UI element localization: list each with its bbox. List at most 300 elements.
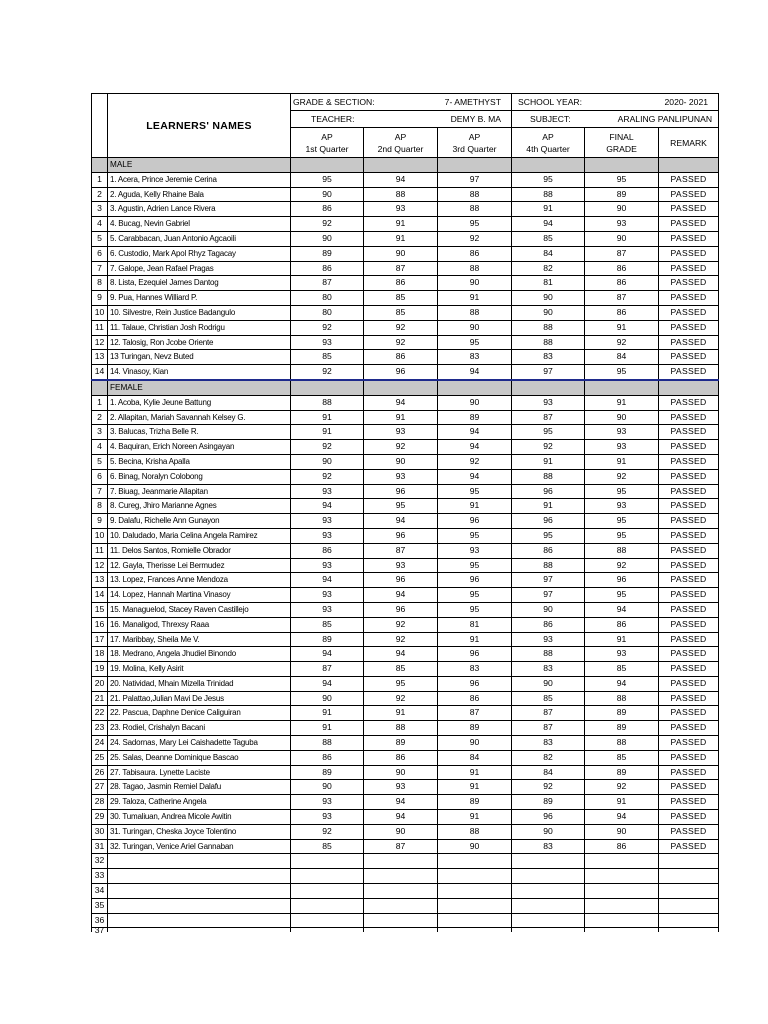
school-year-value: 2020- 2021 bbox=[664, 97, 709, 107]
empty-cell bbox=[585, 928, 659, 933]
remark: PASSED bbox=[659, 320, 719, 335]
remark: PASSED bbox=[659, 425, 719, 440]
empty-cell bbox=[108, 913, 291, 928]
row-number: 36 bbox=[92, 913, 108, 928]
empty-cell bbox=[364, 928, 438, 933]
school-year-cell bbox=[512, 94, 719, 111]
q1-grade: 93 bbox=[291, 588, 364, 603]
remark: PASSED bbox=[659, 350, 719, 365]
remark: PASSED bbox=[659, 454, 719, 469]
learner-name: 13 Turingan, Nevz Buted bbox=[108, 350, 291, 365]
remark: PASSED bbox=[659, 750, 719, 765]
table-row bbox=[92, 632, 719, 647]
q3-grade: 96 bbox=[438, 676, 512, 691]
q2-grade: 92 bbox=[364, 335, 438, 350]
learner-name: 6. Custodio, Mark Apol Rhyz Tagacay bbox=[108, 246, 291, 261]
col-final-header: FINAL GRADE bbox=[585, 128, 659, 158]
final-grade: 92 bbox=[585, 335, 659, 350]
row-number: 3 bbox=[92, 425, 108, 440]
school-year-label: SCHOOL YEAR: bbox=[518, 97, 583, 107]
row-number: 37 bbox=[92, 928, 108, 933]
learner-name: 13. Lopez, Frances Anne Mendoza bbox=[108, 573, 291, 588]
q4-grade: 82 bbox=[512, 261, 585, 276]
section-blank bbox=[364, 380, 438, 395]
learner-name: 12. Gayla, Therisse Lei Bermudez bbox=[108, 558, 291, 573]
row-number: 11 bbox=[92, 320, 108, 335]
q2-grade: 94 bbox=[364, 810, 438, 825]
q1-grade: 86 bbox=[291, 202, 364, 217]
q3-grade: 92 bbox=[438, 454, 512, 469]
q2-grade: 90 bbox=[364, 246, 438, 261]
q2-grade: 87 bbox=[364, 261, 438, 276]
q4-grade: 92 bbox=[512, 780, 585, 795]
table-row bbox=[92, 795, 719, 810]
table-row bbox=[92, 780, 719, 795]
empty-cell bbox=[585, 854, 659, 869]
q3-grade: 95 bbox=[438, 528, 512, 543]
remark: PASSED bbox=[659, 543, 719, 558]
remark: PASSED bbox=[659, 276, 719, 291]
q1-grade: 93 bbox=[291, 810, 364, 825]
q4-grade: 91 bbox=[512, 499, 585, 514]
final-grade: 88 bbox=[585, 543, 659, 558]
final-grade: 93 bbox=[585, 217, 659, 232]
empty-row bbox=[92, 928, 719, 933]
q3-grade: 88 bbox=[438, 202, 512, 217]
table-row bbox=[92, 573, 719, 588]
learner-name: 11. Talaue, Christian Josh Rodrigu bbox=[108, 320, 291, 335]
empty-cell bbox=[585, 913, 659, 928]
row-number: 7 bbox=[92, 261, 108, 276]
q4-grade: 90 bbox=[512, 602, 585, 617]
row-number: 33 bbox=[92, 869, 108, 884]
learner-name: 19. Molina, Kelly Asirit bbox=[108, 662, 291, 677]
row-number: 7 bbox=[92, 484, 108, 499]
q1-grade: 86 bbox=[291, 261, 364, 276]
grade-sheet bbox=[91, 93, 718, 936]
learner-name: 7. Biuag, Jeanmarie Allapitan bbox=[108, 484, 291, 499]
empty-cell bbox=[364, 854, 438, 869]
final-grade: 88 bbox=[585, 691, 659, 706]
q4-grade: 92 bbox=[512, 440, 585, 455]
q1-grade: 88 bbox=[291, 395, 364, 410]
remark: PASSED bbox=[659, 676, 719, 691]
row-number: 3 bbox=[92, 202, 108, 217]
remark: PASSED bbox=[659, 706, 719, 721]
row-number: 21 bbox=[92, 691, 108, 706]
remark: PASSED bbox=[659, 588, 719, 603]
q4-grade: 83 bbox=[512, 662, 585, 677]
row-number: 14 bbox=[92, 365, 108, 380]
final-grade: 87 bbox=[585, 246, 659, 261]
q4-grade: 84 bbox=[512, 765, 585, 780]
remark: PASSED bbox=[659, 558, 719, 573]
empty-cell bbox=[659, 854, 719, 869]
q1-grade: 80 bbox=[291, 305, 364, 320]
q4-grade: 97 bbox=[512, 365, 585, 380]
section-blank bbox=[585, 158, 659, 173]
q4-grade: 97 bbox=[512, 573, 585, 588]
empty-cell bbox=[108, 869, 291, 884]
final-grade: 91 bbox=[585, 454, 659, 469]
row-number: 5 bbox=[92, 454, 108, 469]
learner-name: 14. Vinasoy, Kian bbox=[108, 365, 291, 380]
final-grade: 86 bbox=[585, 276, 659, 291]
final-grade: 91 bbox=[585, 320, 659, 335]
q1-grade: 87 bbox=[291, 276, 364, 291]
learner-name: 27. Tabisaura. Lynette Laciste bbox=[108, 765, 291, 780]
remark: PASSED bbox=[659, 172, 719, 187]
empty-cell bbox=[438, 854, 512, 869]
q3-grade: 95 bbox=[438, 588, 512, 603]
subject-label: SUBJECT: bbox=[530, 114, 571, 124]
q4-grade: 88 bbox=[512, 335, 585, 350]
row-number: 8 bbox=[92, 276, 108, 291]
q3-grade: 91 bbox=[438, 780, 512, 795]
q2-grade: 96 bbox=[364, 484, 438, 499]
row-number: 12 bbox=[92, 335, 108, 350]
empty-row bbox=[92, 854, 719, 869]
q1-grade: 93 bbox=[291, 484, 364, 499]
section-blank bbox=[92, 380, 108, 395]
empty-cell bbox=[438, 913, 512, 928]
learner-name: 3. Agustin, Adrien Lance Rivera bbox=[108, 202, 291, 217]
row-number: 5 bbox=[92, 231, 108, 246]
q1-grade: 90 bbox=[291, 187, 364, 202]
q3-grade: 91 bbox=[438, 499, 512, 514]
remark: PASSED bbox=[659, 573, 719, 588]
final-grade: 92 bbox=[585, 558, 659, 573]
q1-grade: 92 bbox=[291, 469, 364, 484]
remark: PASSED bbox=[659, 246, 719, 261]
q2-grade: 91 bbox=[364, 217, 438, 232]
remark: PASSED bbox=[659, 261, 719, 276]
q3-grade: 83 bbox=[438, 662, 512, 677]
q1-grade: 94 bbox=[291, 573, 364, 588]
final-grade: 92 bbox=[585, 780, 659, 795]
row-number: 2 bbox=[92, 187, 108, 202]
q1-grade: 93 bbox=[291, 335, 364, 350]
final-grade: 93 bbox=[585, 647, 659, 662]
table-row bbox=[92, 528, 719, 543]
section-blank bbox=[585, 380, 659, 395]
empty-cell bbox=[659, 869, 719, 884]
empty-cell bbox=[438, 884, 512, 899]
learner-name: 18. Medrano, Angela Jhudiel Binondo bbox=[108, 647, 291, 662]
learner-name: 8. Lista, Ezequiel James Dantog bbox=[108, 276, 291, 291]
q4-grade: 84 bbox=[512, 246, 585, 261]
q4-grade: 87 bbox=[512, 706, 585, 721]
empty-cell bbox=[512, 913, 585, 928]
empty-cell bbox=[291, 898, 364, 913]
table-row bbox=[92, 721, 719, 736]
row-number: 22 bbox=[92, 706, 108, 721]
empty-cell bbox=[108, 898, 291, 913]
learner-name: 16. Manaligod, Threxsy Raaa bbox=[108, 617, 291, 632]
empty-cell bbox=[291, 884, 364, 899]
q3-grade: 95 bbox=[438, 217, 512, 232]
q2-grade: 85 bbox=[364, 305, 438, 320]
q2-grade: 85 bbox=[364, 291, 438, 306]
q3-grade: 91 bbox=[438, 291, 512, 306]
row-number: 14 bbox=[92, 588, 108, 603]
q3-grade: 89 bbox=[438, 721, 512, 736]
q2-grade: 86 bbox=[364, 350, 438, 365]
q3-grade: 95 bbox=[438, 558, 512, 573]
q3-grade: 89 bbox=[438, 410, 512, 425]
remark: PASSED bbox=[659, 231, 719, 246]
learner-name: 24. Sadornas, Mary Lei Caishadette Taguba bbox=[108, 736, 291, 751]
row-number: 35 bbox=[92, 898, 108, 913]
row-number: 28 bbox=[92, 795, 108, 810]
final-grade: 94 bbox=[585, 602, 659, 617]
table-row bbox=[92, 499, 719, 514]
q4-grade: 97 bbox=[512, 588, 585, 603]
q3-grade: 95 bbox=[438, 484, 512, 499]
q2-grade: 91 bbox=[364, 231, 438, 246]
q4-grade: 86 bbox=[512, 617, 585, 632]
q4-grade: 83 bbox=[512, 736, 585, 751]
learner-name: 10. Daludado, Maria Celina Angela Ramirez bbox=[108, 528, 291, 543]
section-blank bbox=[291, 380, 364, 395]
remark: PASSED bbox=[659, 514, 719, 529]
q1-grade: 91 bbox=[291, 425, 364, 440]
row-number: 26 bbox=[92, 765, 108, 780]
table-row bbox=[92, 514, 719, 529]
row-number: 30 bbox=[92, 824, 108, 839]
q3-grade: 90 bbox=[438, 276, 512, 291]
final-grade: 94 bbox=[585, 676, 659, 691]
learner-name: 15. Managuelod, Stacey Raven Castillejo bbox=[108, 602, 291, 617]
q4-grade: 91 bbox=[512, 202, 585, 217]
q1-grade: 91 bbox=[291, 721, 364, 736]
remark: PASSED bbox=[659, 736, 719, 751]
empty-cell bbox=[659, 884, 719, 899]
row-number: 31 bbox=[92, 839, 108, 854]
q1-grade: 85 bbox=[291, 839, 364, 854]
q4-grade: 90 bbox=[512, 305, 585, 320]
q4-grade: 96 bbox=[512, 514, 585, 529]
header-blank-cell bbox=[92, 94, 108, 158]
section-label: MALE bbox=[108, 158, 291, 173]
learner-name: 12. Talosig, Ron Jcobe Oriente bbox=[108, 335, 291, 350]
learner-name: 23. Rodiel, Crishalyn Bacani bbox=[108, 721, 291, 736]
row-number: 32 bbox=[92, 854, 108, 869]
q2-grade: 93 bbox=[364, 425, 438, 440]
empty-cell bbox=[585, 898, 659, 913]
table-row bbox=[92, 588, 719, 603]
final-grade: 89 bbox=[585, 187, 659, 202]
q3-grade: 90 bbox=[438, 395, 512, 410]
remark: PASSED bbox=[659, 602, 719, 617]
empty-cell bbox=[291, 928, 364, 933]
row-number: 9 bbox=[92, 291, 108, 306]
q4-grade: 88 bbox=[512, 647, 585, 662]
row-number: 4 bbox=[92, 440, 108, 455]
q3-grade: 96 bbox=[438, 573, 512, 588]
remark: PASSED bbox=[659, 217, 719, 232]
table-row bbox=[92, 706, 719, 721]
table-row bbox=[92, 647, 719, 662]
table-row bbox=[92, 320, 719, 335]
q4-grade: 89 bbox=[512, 795, 585, 810]
final-grade: 93 bbox=[585, 499, 659, 514]
q2-grade: 94 bbox=[364, 795, 438, 810]
section-female bbox=[92, 380, 719, 395]
final-grade: 90 bbox=[585, 202, 659, 217]
learner-name: 5. Becina, Krisha Apalla bbox=[108, 454, 291, 469]
empty-cell bbox=[438, 869, 512, 884]
q1-grade: 89 bbox=[291, 246, 364, 261]
table-row bbox=[92, 810, 719, 825]
q3-grade: 96 bbox=[438, 647, 512, 662]
q3-grade: 91 bbox=[438, 810, 512, 825]
learner-name: 32. Turingan, Venice Ariel Gannaban bbox=[108, 839, 291, 854]
q3-grade: 95 bbox=[438, 335, 512, 350]
remark: PASSED bbox=[659, 647, 719, 662]
q4-grade: 90 bbox=[512, 824, 585, 839]
remark: PASSED bbox=[659, 662, 719, 677]
q1-grade: 92 bbox=[291, 217, 364, 232]
q1-grade: 85 bbox=[291, 350, 364, 365]
row-number: 2 bbox=[92, 410, 108, 425]
subject-value: ARALING PANLIPUNAN bbox=[617, 114, 713, 124]
row-number: 8 bbox=[92, 499, 108, 514]
q4-grade: 82 bbox=[512, 750, 585, 765]
table-row bbox=[92, 824, 719, 839]
q2-grade: 92 bbox=[364, 617, 438, 632]
empty-cell bbox=[291, 913, 364, 928]
row-number: 23 bbox=[92, 721, 108, 736]
q1-grade: 95 bbox=[291, 172, 364, 187]
q3-grade: 94 bbox=[438, 365, 512, 380]
final-grade: 91 bbox=[585, 795, 659, 810]
final-grade: 86 bbox=[585, 305, 659, 320]
learner-name: 21. Palattao,Julian Mavi De Jesus bbox=[108, 691, 291, 706]
q2-grade: 93 bbox=[364, 780, 438, 795]
empty-cell bbox=[364, 913, 438, 928]
section-blank bbox=[92, 158, 108, 173]
q2-grade: 93 bbox=[364, 202, 438, 217]
q4-grade: 95 bbox=[512, 425, 585, 440]
remark: PASSED bbox=[659, 824, 719, 839]
q1-grade: 80 bbox=[291, 291, 364, 306]
table-row bbox=[92, 602, 719, 617]
grade-section-value: 7- AMETHYST bbox=[444, 97, 502, 107]
empty-row bbox=[92, 898, 719, 913]
row-number: 19 bbox=[92, 662, 108, 677]
q2-grade: 89 bbox=[364, 736, 438, 751]
learner-name: 2. Allapitan, Mariah Savannah Kelsey G. bbox=[108, 410, 291, 425]
table-row bbox=[92, 217, 719, 232]
row-number: 1 bbox=[92, 172, 108, 187]
q2-grade: 92 bbox=[364, 691, 438, 706]
row-number: 13 bbox=[92, 573, 108, 588]
learner-name: 2. Aguda, Kelly Rhaine Bala bbox=[108, 187, 291, 202]
q3-grade: 91 bbox=[438, 765, 512, 780]
q2-grade: 90 bbox=[364, 765, 438, 780]
row-number: 10 bbox=[92, 305, 108, 320]
final-grade: 91 bbox=[585, 395, 659, 410]
table-row bbox=[92, 231, 719, 246]
section-blank bbox=[438, 158, 512, 173]
learner-name: 31. Turingan, Cheska Joyce Tolentino bbox=[108, 824, 291, 839]
q2-grade: 94 bbox=[364, 514, 438, 529]
section-label: FEMALE bbox=[108, 380, 291, 395]
grade-table bbox=[91, 93, 719, 936]
empty-cell bbox=[585, 884, 659, 899]
final-grade: 89 bbox=[585, 706, 659, 721]
remark: PASSED bbox=[659, 202, 719, 217]
q4-grade: 93 bbox=[512, 395, 585, 410]
final-grade: 84 bbox=[585, 350, 659, 365]
q1-grade: 87 bbox=[291, 662, 364, 677]
q3-grade: 91 bbox=[438, 632, 512, 647]
q3-grade: 86 bbox=[438, 691, 512, 706]
section-blank bbox=[659, 158, 719, 173]
remark: PASSED bbox=[659, 335, 719, 350]
table-row bbox=[92, 187, 719, 202]
table-row bbox=[92, 750, 719, 765]
learner-name: 9. Pua, Hannes Williard P. bbox=[108, 291, 291, 306]
row-number: 27 bbox=[92, 780, 108, 795]
q3-grade: 83 bbox=[438, 350, 512, 365]
q2-grade: 94 bbox=[364, 395, 438, 410]
row-number: 29 bbox=[92, 810, 108, 825]
col-q3-header: AP 3rd Quarter bbox=[438, 128, 512, 158]
row-number: 10 bbox=[92, 528, 108, 543]
learners-names-heading: LEARNERS' NAMES bbox=[108, 94, 291, 158]
q1-grade: 90 bbox=[291, 691, 364, 706]
q2-grade: 88 bbox=[364, 721, 438, 736]
q1-grade: 93 bbox=[291, 795, 364, 810]
q2-grade: 94 bbox=[364, 588, 438, 603]
empty-cell bbox=[512, 884, 585, 899]
q4-grade: 87 bbox=[512, 410, 585, 425]
row-number: 11 bbox=[92, 543, 108, 558]
q3-grade: 88 bbox=[438, 187, 512, 202]
row-number: 34 bbox=[92, 884, 108, 899]
remark: PASSED bbox=[659, 780, 719, 795]
q4-grade: 88 bbox=[512, 187, 585, 202]
final-grade: 95 bbox=[585, 514, 659, 529]
q2-grade: 92 bbox=[364, 320, 438, 335]
table-row bbox=[92, 839, 719, 854]
q4-grade: 85 bbox=[512, 231, 585, 246]
table-row bbox=[92, 454, 719, 469]
q2-grade: 85 bbox=[364, 662, 438, 677]
empty-cell bbox=[659, 928, 719, 933]
remark: PASSED bbox=[659, 291, 719, 306]
final-grade: 89 bbox=[585, 721, 659, 736]
final-grade: 94 bbox=[585, 810, 659, 825]
remark: PASSED bbox=[659, 395, 719, 410]
learner-name: 9. Dalafu, Richelle Ann Gunayon bbox=[108, 514, 291, 529]
row-number: 24 bbox=[92, 736, 108, 751]
learner-name: 30. Tumaliuan, Andrea Micole Awitin bbox=[108, 810, 291, 825]
q4-grade: 95 bbox=[512, 528, 585, 543]
row-number: 4 bbox=[92, 217, 108, 232]
q1-grade: 93 bbox=[291, 528, 364, 543]
empty-cell bbox=[512, 928, 585, 933]
table-row bbox=[92, 691, 719, 706]
q4-grade: 88 bbox=[512, 320, 585, 335]
q4-grade: 85 bbox=[512, 691, 585, 706]
col-q1-header: AP 1st Quarter bbox=[291, 128, 364, 158]
final-grade: 90 bbox=[585, 824, 659, 839]
remark: PASSED bbox=[659, 765, 719, 780]
q2-grade: 87 bbox=[364, 543, 438, 558]
